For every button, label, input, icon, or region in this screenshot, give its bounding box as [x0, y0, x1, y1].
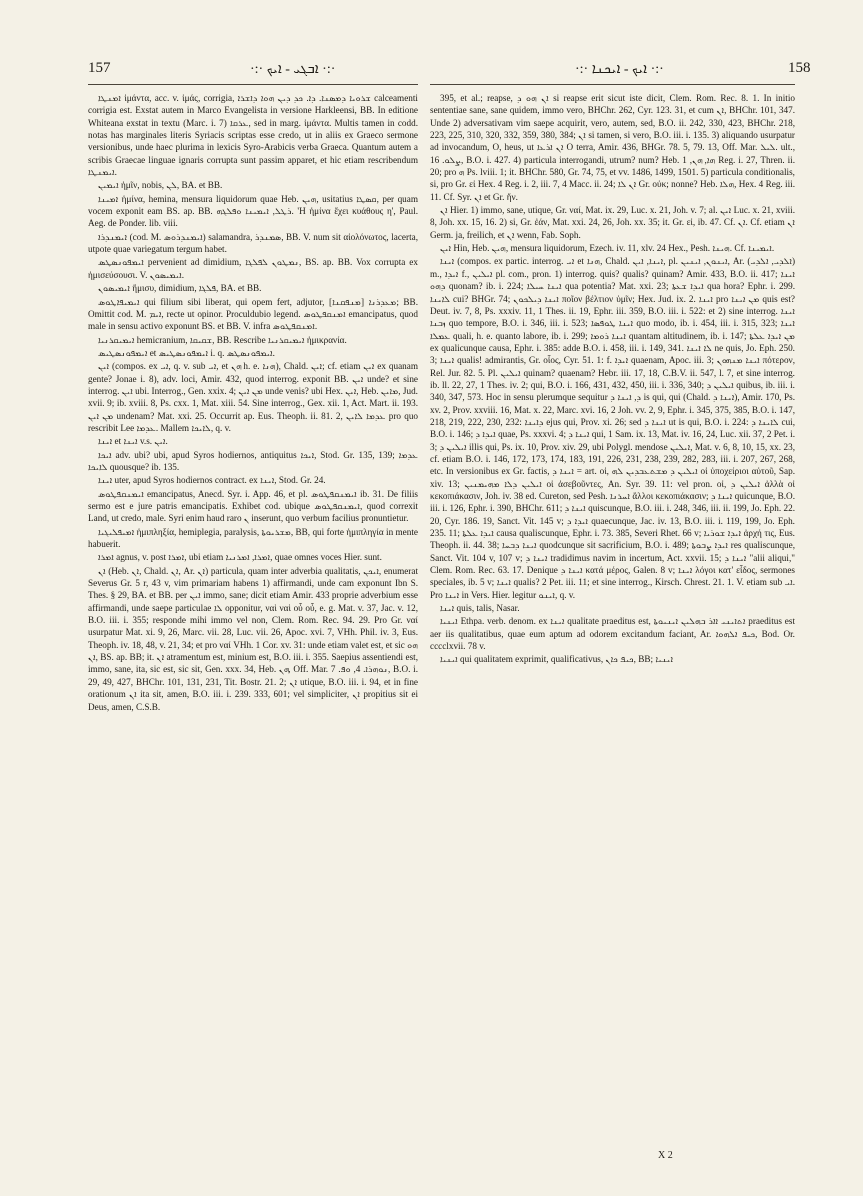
dictionary-entry: ܐܝܡܝܣܘܢ ἥμισυ, dimidium, ܦܠܓܐ, BA. et BB.	[98, 283, 262, 294]
dictionary-entry: ܐܝܡܝܩܪܢܝܐ hemicranium, ܫܩܝܩܐ, BB. Rescribe ܐܝܡܝܩܪܢܝܐ ἡμικρανία.	[98, 334, 347, 345]
right-column	[430, 92, 795, 1167]
right-page-number: 158	[788, 60, 811, 76]
right-running-title: ·:· ܐܝܟ - ܐܝܟܢܐ ·:·	[575, 62, 664, 77]
dictionary-entry: ܐܝܡܝܦܐܛܘܣ qui filium sibi liberat, qui opem fert, adjutor, ܡܥܕܪܢܐ [ܡܢܦܩܢܐ]; BB. Omittit cod. M. ܐܝܡ, recte ut opinor. Proculdubio legend. ܐܡܢܩܦܛܘܣ emancipatus, quod male in sensu activo exponunt BS. et BB. V. infra ܐܡܢܩܦܛܘܣ.	[88, 296, 418, 332]
dictionary-entry: ܐܝܡܢܕܪܐ (cod. M. ܐܝܡܢܕܪܘܣ) salamandra, ܣܡܢܕܪ, BB. V. num sit αἰολόνωτος, lacerta, utpote quae variegatum tergum habet.	[88, 231, 418, 255]
dictionary-entry: ܐܢ Hier. 1) immo, sane, utique, Gr. ναί, Mat. ix. 29, Luc. x. 21, Joh. v. 7; al. ܐܝܢ Luc. x. 21, xviii. 8, Joh. xx. 15, 16. 2) si, Gr. ἐάν, Mat. xxi. 24, 26, Joh. xx. 35; it. Gr. εἰ, ib. 47. Cf. ܐܢ. Cf. etiam ܐܢ Germ. ja, freilich, et ܐܢ wenn, Fab. Soph.	[430, 205, 795, 240]
left-running-title: ·:· ܐܒܓܝ - ܐܝܟ ·:·	[250, 62, 336, 77]
dictionary-entry: ܐܡܝܢܐ ἡμίνα, hemina, mensura liquidorum quae Heb. ܗܝܢ, usitatius ܩܣܛܐ, per quam vocem exponit eam BS. ap. BB. ܪܛܠ, ܐܝܡܝܢܐ ܘܦܠܓܗ. 'Η ἡμίνα ἔχει κυάθους η', Paul. Aeg. de Ponder. lib. viii.	[88, 193, 418, 229]
dictionary-entry: ܐܝܡܢܩܦܛܘܣ emancipatus, Anecd. Syr. i. App. 46, et pl. ܐܝܡܢܩܦܛܘܣ ib. 31. De filiis sermo est e jure patris emancipatis. Exhibet cod. ubique ܐܝܡܢܩܦܛܘܣ, quod correxit Land, ut credo, male. Syri enim haud raro ܢ inserunt, quo verbum facilius pronuntietur.	[88, 488, 418, 524]
dictionary-entry: ܐܡܝܦܠܝܓܝܐ ἡμιπληξία, hemiplegia, paralysis, ܡܫܪܝܘܬܐ, BB, qui forte ἡμιπληγία in mente habuerit.	[88, 526, 418, 550]
dictionary-entry: ܐܝܢܐ uter, apud Syros hodiernos contract. ex ܐܝܢܐ, Stod. Gr. 24.	[98, 475, 326, 486]
right-header-rule	[430, 84, 795, 85]
dictionary-entry: ܐܝܡܦܘܢܣܛܣ pervenient ad dimidium, ܢܡܛܘܢ ܠܦܠܓܐ, BS. ap. BB. Vox corrupta ex ἡμισεύσουσι. V. ܐܝܡܝܣܘܢ.	[88, 257, 418, 280]
dictionary-entry: ܐܢ (Heb. ܐܢ, Chald. ܐܢ, Ar. ܐܢ) particula, quam inter adverbia qualitatis, ܐܝܟܢ, enumerat Severus Gr. 5 r, 43 v, vim primariam habens 1) affirmandi, unde cam exponunt Ibn S. Thes. § 29, BA. et BB. per ܐܝܢ immo, sane; dicit etiam Amir. 433 proprie adverbium esse affirmandi, unde saepe particulae ܠܐ opponitur, ναὶ ναὶ οὖ οὖ, e. g. Mat. v. 37, Jac. v. 12, B.O. iii. i. 355; responde mihi immo vel non, Clem. Rom. Rec. 94. 29. Pro Gr. ναί usurpatur Mat. xi. 9, 26, Marc. vii. 28, Luc. vii. 26, Apoc. xvi. 7, VHh. Phil. iv. 3, Eus. Theoph. iv. 18, 48, v. 21, 34; et pro ναί VHh. 1 Cor. xv. 31: unde etiam valet est, et sic ܗܘ ܐܢ, BS. ap. BB; it. ܐܢ atramentum est, minium est, B.O. iii. i. 355. Saepius assentiendi est, immo, sane, ita, sic est, sic sit, Gen. xxx. 34, Heb. ܗܢ, Off. Mar. ܢܘܗܪܐ. 4, ܘܦ. 7, B.O. i. 29, 49, 427, BHChr. 101, 131, 231, Tit. Bostr. 21. 2; ܐܢ utique, B.O. iii. i. 94, et in fine orationum ܐܢ ita sit, amen, B.O. iii. i. 239. 333, 601; vel simpliciter, ܐܢ propitius sit ei Deus, amen, C.S.B.	[88, 565, 418, 712]
dictionary-entry: ܐܝܟܐ adv. ubi? ubi, apud Syros hodiernos, antiquitus ܐܝܟܐ, Stod. Gr. 135, 139; ܥܕܡܐ ܠܐܝܟܐ quousque? ib. 135.	[88, 449, 418, 472]
dictionary-entry: ܐܝܢܐ (compos. ex partic. interrog. ܐܝ et ܗܢܐ, Chald. ܐܝܢܐ, ܐܝܢ, pl. ܐܝܢܘܢ, ܐܝܢܝܢ, Ar. (ܐܠܕܝ, ܐܠܕܝ) m., ܐܝܕܐ f., ܐܝܠܝܢ pl. com., pron. 1) interrog. quis? qualis? quinam? Amir. 433, B.O. ii. 417; ܐܝܢܐ ܕܗܘ quonam? ib. i. 224; ܐܝܢܐ ܚܝܠܐ qua potentia? Mat. xxi. 23; ܐܝܕܐ ܫܥܬܐ qua hora? Ephr. i. 299. ܠܐܝܢܐ cui? BHGr. 74; ܐܝܢܐ ܕܝܠܟܘܢ ποῖον βέλτιον ὑμῖν; Hex. Jud. ix. 2. ܐܝܢܐ pro ܡܢ ܐܝܢܐ quis est? Deut. iv. 7, 8, Ps. xxxiv. 11, 1 Thes. ii. 19, Ephr. iii. 359, B.O. iii. i. 522: et 2) sine interrog. ܐܝܢܐ ܙܒܢܐ quo tempore, B.O. i. 346, iii. i. 523; ܐܝܢܐ ܛܘܦܣܐ quo modo, ib. i. 454, iii. i. 315, 323; ܐܝܢܐ ܥܡܠܐ quali, h. e. quanto labore, ib. i. 299; ܐܝܢܐ ܪܘܡܐ quantam altitudinem, ib. i. 147; ܡܢ ܐܝܕܐ ܥܠܬܐ ex qualicunque causa, Ephr. i. 385: adde B.O. i. 458, iii. i. 149, 341. ܠܐ ܐܝܢܐ ne quis, Jo. Eph. 250. 3; ܐܝܢܐ qualis! admirantis, Gr. οἷος, Cyr. 51. 1: f. ܐܝܕܐ quaenam, Apoc. iii. 3; ܐܝܢܐ ܡܢܗܘܢ πότερον, Rel. Jur. 82. 5. Pl. ܐܝܠܝܢ quinam? quaenam? Hebr. iii. 17, 18, C.B.V. ii. 547, l. 7, et sine interrog. ib. ll. 22, 27, 1 Thes. iv. 2; qui, B.O. i. 166, 431, 432, 450, iii. i. 336, 340; ܐܝܠܝܢ ܕ quibus, ib. iii. i. 340, 347, 573. Hoc in sensu plerumque sequitur ܕ, ܐܝܢܐ ܕ is qui, qui (Chald. ܐܝܢܐ ܕ), Amir. 170, Ps. xv. 2, Prov. xxviii. 16, Mat. x. 22, Marc. xvi. 16, 2 Joh. vv. 2, 9, Ephr. i. 345, 375, 385, B.O. i. 147, 218, 219, 222, 230, 232: ܕܐܝܢܐ ejus qui, Prov. xi. 26; sed ܐܝܢܐ ܕ ut is qui, B.O. i. 224: ܠܐܝܢܐ ܕ cui, B.O. i. 146; ܐܝܕܐ ܕ quae, Ps. xxxvi. 4; ܐܝܢܐ ܕ qui, 1 Sam. ix. 13, Mat. iv. 16, 24, Luc. xii. 37, 2 Pet. i. 3; ܐܝܠܝܢ ܕ illis qui, Ps. ix. 10, Prov. xiv. 29, ubi Polygl. mendose ܐܝܠܝܢ, Mat. v. 6, 8, 10, 15, xx. 23, cf. etiam B.O. i. 146, 172, 173, 174, 183, 191, 226, 231, 238, 239, 282, 283, iii. i. 207, 267, 268, etc. In versionibus ex Gr. factis, ܐܝܢܐ ܕ = art. οἱ, ܐܝܠܝܢ ܕ ܡܫܬܥܒܕܝܢ ܠܗ οἱ ὑποχείριοι αὐτοῦ, Sap. xiv. 13; ܐܝܠܝܢ ܕܠܐ ܡܗܝܡܢܝܢ οἱ ἀσεβοῦντες, An. Syr. 39. 11: vel pron. οἱ, ܐܝܠܝܢ ܕ ἀλλὰ οἱ κεκοπιάκασιν, Joh. iv. 38 ed. Cureton, sed Pesh. ܐܚܪܢܐ ἄλλοι κεκοπιάκασιν; ܐܝܢܐ ܕ quicunque, B.O. iii. i. 126, Ephr. i. 390, BHChr. 611; ܐܝܢܐ ܕ quiscunque, B.O. iii. i. 248, 346, iii. ii. 199, Jo. Eph. 22. 20, Cyr. 186. 19, Sanct. Vit. 145 v; ܐܝܕܐ ܕ quaecunque, Jac. iv. 13, B.O. iii. i. 119, 199, Jo. Eph. 235. 11; ܐܝܕܐ ܥܠܬܐ causa qualiscunque, Ephr. i. 73. 385, Severi Rhet. 66 v; ܐܝܕܐ ܫܘܪܝܐ ἀρχή τις, Eus. Theoph. ii. 44. 38; ܐܝܢܐ ܕܒܚܐ quodcunque sit sacrificium, B.O. i. 489; ܐܝܕܐ ܨܒܘܬܐ res qualiscunque, Sanct. Vit. 104 v, 107 v; ܐܝܢܐ ܕ tradidimus navim in incertum, Act. xxvii. 15; ܐܝܢܐ ܕ "alii aliqui," Clem. Rom. Rec. 63. 17. Denique ܐܝܢܐ ܕ κατά μέρος, Galen. 8 v; ܐܝܢܐ λόγοι κατ' εἶδος, sermones speciales, ib. 5 v; ܐܝܢܐ qualis? 2 Pet. iii. 11; et sine interrog., Kirsch. Chrest. 21. 1. V. etiam sub ܐܝ. Pro ܐܝܢܐ in Vers. Hier. legitur ܐܝܢܘ, q. v.	[430, 256, 795, 600]
left-page-number: 157	[88, 60, 111, 76]
dictionary-entry: ܐܝܢܝܐ qui qualitatem exprimit, qualificativus, ܟܝܦ ܟܐܢ, BB; ܐܝܢܝܐ	[440, 654, 674, 665]
dictionary-entry: ܐܡܪܐ agnus, v. post ܐܡܪܐ, ubi etiam ܐܡܪܐ, ܐܡܪܢܝܐ, quae omnes voces Hier. sunt.	[98, 552, 382, 563]
dictionary-entry: ܐܝܢܝܐ Ethpa. verb. denom. ex ܐܝܢܐ qualitate praeditus est, ܐܬܐܝܢܝ ܐܐܪ ܒܗܠܝܢ ܐܝܢܝܘܬܐ praeditus est aer iis qualitatibus, quae eum aptum ad odorem excitandum faciant, Ar. ܟܝܦ ܐܠܗܘܐ, Bod. Or. cccclxvii. 78 v.	[430, 616, 795, 652]
dictionary-entry: ܐܝܢܐ et ܐܝܢܐ v.s. ܐܝܢ.	[98, 436, 168, 447]
dictionary-entry: ܐܝܡܦܘܢܣܛܝܣ et ܐܝܡܦܘܢܣܛܝܣ i. q. ܐܝܡܦܘܢܣܛܣ.	[98, 347, 275, 358]
signature-mark: X 2	[658, 1150, 673, 1161]
left-header-rule	[88, 84, 418, 85]
dictionary-entry: ܐܝܢ (compos. ex ܐܝ, q. v. sub ܐܝ, et ܗܢ h. e. ܗܢܐ), Chald. ܐܝܢ; cf. etiam ܐܝܢ ex quanam gente? Jonae i. 8), adv. loci, Amir. 432, quod interrog. exponit BB. ܐܝܢ unde? et sine interrog. ܐܝܢ ubi. Interrog., Gen. xxix. 4; ܡܢ ܐܝܢ unde venis? ubi Hex. ܐܝܢ, Heb. ܡܐܝܢ, Jud. xvii. 9; ib. xviii. 8, Ps. cxx. 1, Mat. xiii. 54. Sine interrog., Gex. xii. 1, Act. Mart. ii. 193. ܡܢ ܐܝܢ undenam? Mat. xxi. 25. Occurrit ap. Eus. Theoph. ii. 81. 2, ܥܕܡܐ ܠܐܝܢ pro quo rescribit Lee ܥܕܡܐ. Mallem ܠܐܝܟܐ, q. v.	[88, 361, 418, 433]
page-header	[0, 0, 863, 80]
dictionary-entry: ܐܡܢܛܐ ἱμάντα, acc. v. ἱμάς, corrigia, ܫܪܘܝܐ ܕܡܣܢܐ. ܕܐ. ܟܕ ܕܝܢ ܗܘܐ ܕܐܫܪܐ calceamenti corrigia est. Exstat autem in Marco Evangelista in versione Harkleensi, BB. In editione Whiteana exstat in textu (Marc. i. 7) ܥܪܩܐ, sed in marg. ἱμάντα. Multis tamen in codd. notas has marginales literis Syriacis scriptas esse credo, ut in aliis ex Graeco sermone versionibus, unde haec plurima in lexicis Syro-Arabicis verba Graeca. Quantum autem a scribis Graecae linguae ignaris corrupta sunt passim apparet, et hic etiam rescribendum ܐܝܡܢܛܐ.	[88, 93, 418, 178]
left-column	[88, 92, 418, 1167]
dictionary-entry: ܐܝܡܝܢ ἡμῖν, nobis, ܠܢ, BA. et BB.	[98, 180, 223, 191]
dictionary-entry: ܐܝܢܐ quis, talis, Nasar.	[440, 603, 520, 614]
dictionary-entry: 395, et al.; reapse, ܐܢ ܗܘ ܕ si reapse erit sicut iste dicit, Clem. Rom. Rec. 8. 1. In initio sententiae sane, sane quidem, immo vero, BHChr. 262, Cyr. 123. 31, et cum ܐܢ, BHChr. 101, 347. Unde 2) adversativam vim saepe acquirit, vero, autem, sed, B.O. ii. 242, 330, 423, BHChr. 218, 223, 225, 310, 320, 332, 359, 380, 384; ܐܢ si tamen, si vero, B.O. iii. i. 135. 3) aliquando usurpatur ad invocandum, O, heus, ut ܐܢ ܐܪܥܐ O terra, Amir. 436, BHGr. 78. 5, 79. 13, Off. Mar. ܠܝܠ. ult., ܨܠܘ. 16, B.O. i. 427. 4) particula interrogandi, utrum? num? Heb. ܗܐ, ܗܢ, 1 Reg. i. 27, Thren. ii. 20; pro ܗ Ps. lviii. 1; it. BHChr. 580, Gr. 74, 75, et vv. 1486, 1499, 1501. 5) particula conditionalis, si, pro Gr. εἰ Hex. 4 Reg. i. 2, iii. 7, 4 Macc. ii. 24; ܐܢ ܠܐ Gr. οὐκ; nonne? Heb. ܗܠܐ, Hex. 4 Reg. iii. 11. Cf. Syr. ܐܢ et Gr. ἤν.	[430, 93, 795, 202]
dictionary-entry: ܐܝܢ Hin, Heb. ܗܝܢ, mensura liquidorum, Ezech. iv. 11, xlv. 24 Hex., Pesh. ܗܝܢܐ. Cf. ܐܝܡܝܢܐ.	[440, 243, 775, 254]
